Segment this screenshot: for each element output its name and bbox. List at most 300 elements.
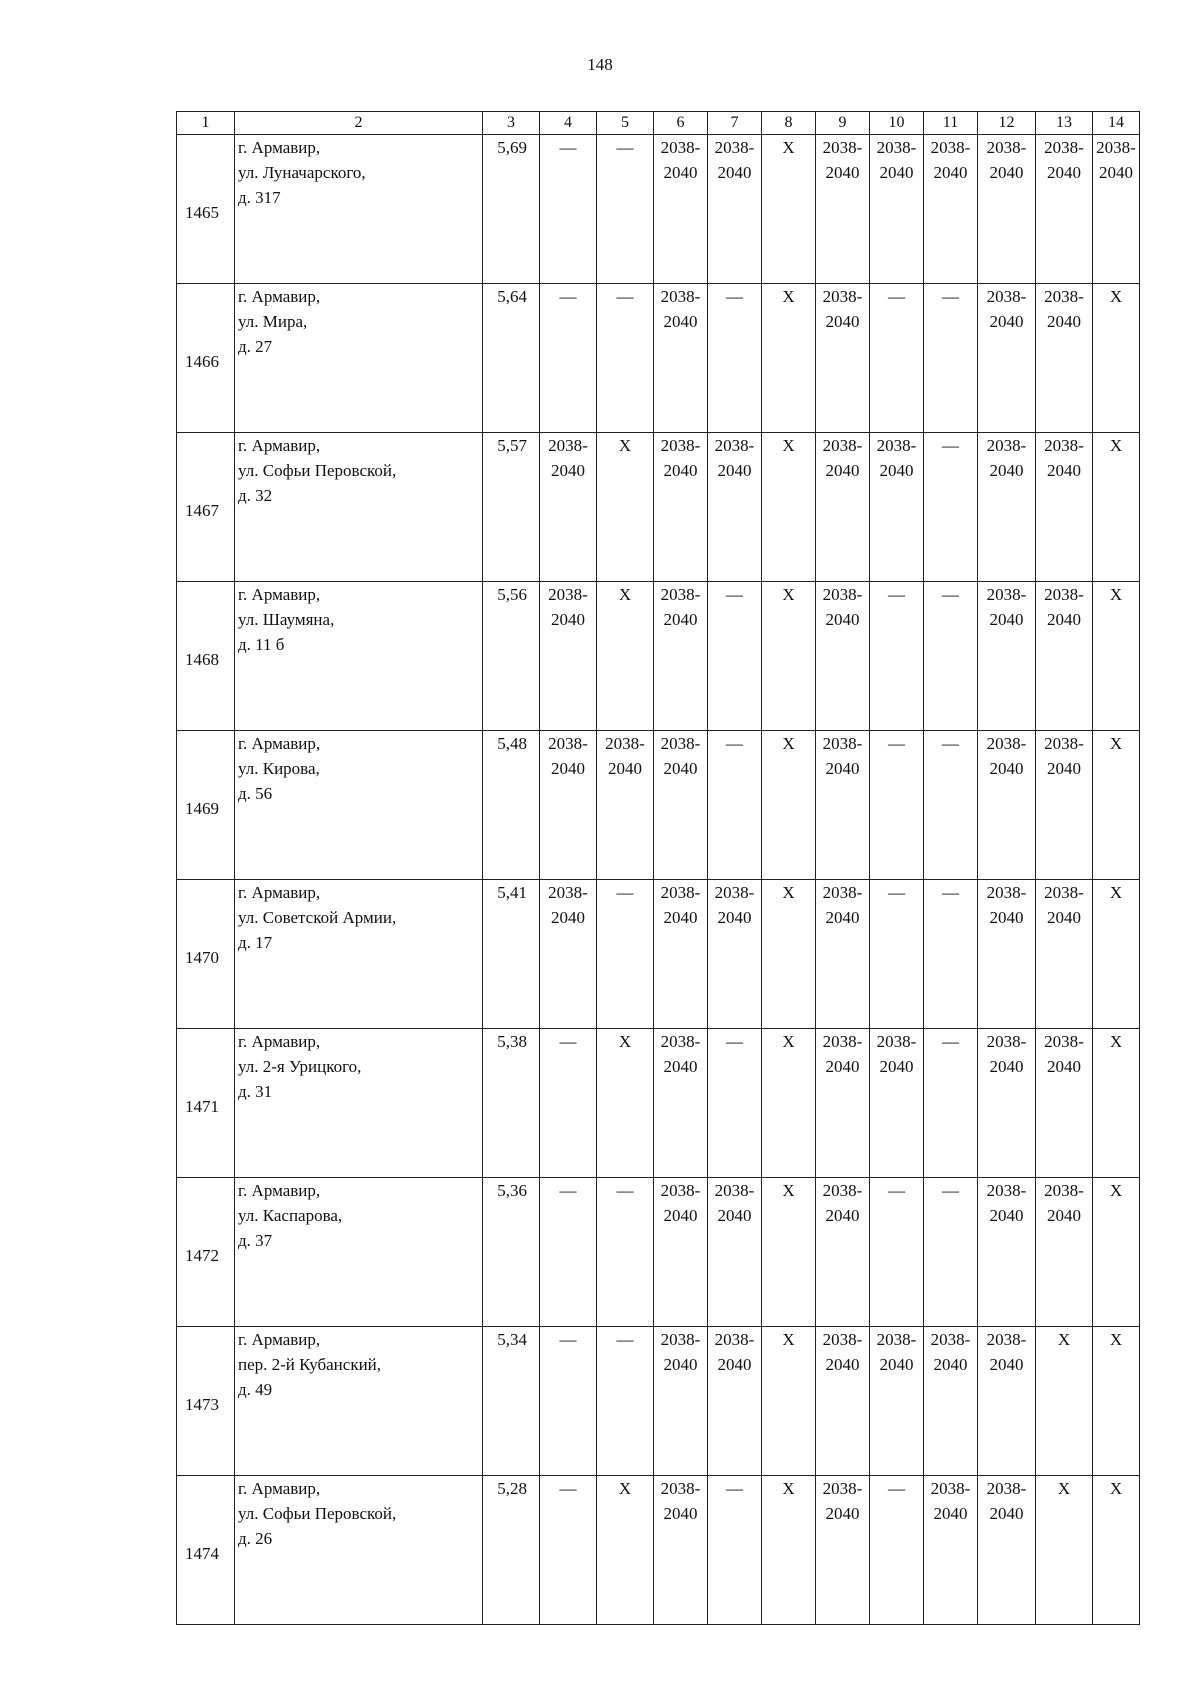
column-number-4: 4	[540, 112, 597, 135]
address-line: ул. Софьи Перовской,	[238, 1504, 397, 1523]
period-text: 2040	[1047, 1057, 1081, 1076]
period-text: 2038-	[986, 734, 1027, 753]
period-text: 2040	[663, 1355, 698, 1374]
period-text: 2040	[717, 908, 752, 927]
value-cell: 5,69	[483, 135, 540, 284]
period-text: 2038-	[660, 883, 701, 902]
period-text: 2038-	[1044, 1181, 1084, 1200]
period-cell-col-12	[978, 284, 1036, 433]
period-cell-col-8	[762, 1029, 816, 1178]
period-cell-col-11	[924, 1029, 978, 1178]
dash-mark: —	[888, 734, 905, 753]
period-text: 2040	[879, 163, 914, 182]
table-row	[177, 284, 1140, 433]
address-line: д. 37	[238, 1231, 273, 1250]
period-cell-col-13	[1036, 1476, 1093, 1625]
column-number-1: 1	[177, 112, 235, 135]
dash-mark: —	[616, 883, 634, 902]
period-text: 2040	[717, 1355, 752, 1374]
period-cell-col-14	[1093, 582, 1140, 731]
period-text: 2038-	[1044, 436, 1084, 455]
period-cell-col-13	[1036, 284, 1093, 433]
period-cell-col-6	[654, 731, 708, 880]
housing-register-table	[176, 111, 1140, 1625]
address-line: д. 26	[238, 1529, 273, 1548]
period-cell-col-10	[870, 284, 924, 433]
column-number-3: 3	[483, 112, 540, 135]
period-text: 2038-	[822, 734, 863, 753]
address-line: г. Армавир,	[238, 734, 321, 753]
dash-mark: —	[942, 585, 959, 604]
period-text: 2038-	[1044, 585, 1084, 604]
period-cell-col-14	[1093, 1476, 1140, 1625]
x-mark: Х	[782, 734, 795, 753]
value-cell: 5,57	[483, 433, 540, 582]
period-cell-col-7	[708, 284, 762, 433]
x-mark: Х	[618, 1032, 632, 1051]
period-cell-col-7	[708, 582, 762, 731]
period-cell-col-8	[762, 1178, 816, 1327]
period-text: 2040	[663, 610, 698, 629]
x-mark: Х	[782, 585, 795, 604]
value-cell: 5,56	[483, 582, 540, 731]
period-cell-col-7	[708, 1476, 762, 1625]
column-number-5: 5	[597, 112, 654, 135]
address-cell	[235, 1476, 483, 1625]
x-mark: Х	[1109, 1330, 1123, 1349]
row-number: 1474	[177, 1476, 235, 1625]
dash-mark: —	[942, 734, 959, 753]
row-number: 1467	[177, 433, 235, 582]
period-cell-col-11	[924, 433, 978, 582]
address-line: ул. Советской Армии,	[238, 908, 397, 927]
period-cell-col-6	[654, 880, 708, 1029]
address-line: г. Армавир,	[238, 138, 321, 157]
x-mark: Х	[1109, 585, 1123, 604]
period-cell-col-14	[1093, 284, 1140, 433]
column-number-8: 8	[762, 112, 816, 135]
period-text: 2040	[989, 163, 1024, 182]
address-line: д. 49	[238, 1380, 273, 1399]
period-text: 2040	[933, 1504, 968, 1523]
period-text: 2040	[825, 610, 860, 629]
period-cell-col-11	[924, 731, 978, 880]
period-cell-col-7	[708, 1178, 762, 1327]
period-text: 2040	[825, 1206, 860, 1225]
dash-mark: —	[616, 1181, 634, 1200]
table-row	[177, 135, 1140, 284]
period-cell-col-8	[762, 731, 816, 880]
period-cell-col-5	[597, 731, 654, 880]
table-row	[177, 1178, 1140, 1327]
x-mark: Х	[618, 1479, 632, 1498]
column-number-row	[177, 112, 1140, 135]
page-number: 148	[587, 55, 613, 74]
period-cell-col-5	[597, 284, 654, 433]
dash-mark: —	[726, 1032, 743, 1051]
period-cell-col-10	[870, 1327, 924, 1476]
period-text: 2038-	[822, 436, 863, 455]
dash-mark: —	[559, 1330, 577, 1349]
period-text: 2040	[933, 1355, 968, 1374]
period-cell-col-11	[924, 880, 978, 1029]
period-text: 2040	[551, 461, 585, 480]
period-cell-col-10	[870, 1178, 924, 1327]
period-text: 2038-	[548, 883, 588, 902]
period-text: 2038-	[1096, 138, 1136, 157]
period-text: 2038-	[822, 1181, 863, 1200]
period-cell-col-13	[1036, 731, 1093, 880]
period-text: 2038-	[930, 1479, 971, 1498]
period-cell-col-8	[762, 284, 816, 433]
address-line: г. Армавир,	[238, 1032, 321, 1051]
period-text: 2038-	[986, 138, 1027, 157]
period-cell-col-4	[540, 135, 597, 284]
period-cell-col-10	[870, 135, 924, 284]
period-cell-col-9	[816, 582, 870, 731]
period-cell-col-4	[540, 1476, 597, 1625]
period-cell-col-14	[1093, 433, 1140, 582]
period-cell-col-11	[924, 284, 978, 433]
x-mark: Х	[1109, 883, 1123, 902]
x-mark: Х	[1109, 1181, 1123, 1200]
address-line: г. Армавир,	[238, 585, 321, 604]
column-number-14: 14	[1093, 112, 1140, 135]
x-mark: Х	[782, 436, 795, 455]
period-cell-col-8	[762, 433, 816, 582]
period-text: 2040	[989, 1355, 1024, 1374]
period-text: 2038-	[660, 734, 701, 753]
address-cell	[235, 1178, 483, 1327]
x-mark: Х	[1057, 1479, 1071, 1498]
period-text: 2040	[879, 1355, 914, 1374]
x-mark: Х	[782, 1181, 795, 1200]
x-mark: Х	[782, 1032, 795, 1051]
period-text: 2038-	[660, 1181, 701, 1200]
period-cell-col-6	[654, 135, 708, 284]
column-number-13: 13	[1036, 112, 1093, 135]
period-cell-col-9	[816, 433, 870, 582]
period-cell-col-6	[654, 1327, 708, 1476]
period-cell-col-14	[1093, 1029, 1140, 1178]
period-cell-col-9	[816, 1178, 870, 1327]
period-cell-col-8	[762, 880, 816, 1029]
period-cell-col-11	[924, 582, 978, 731]
period-text: 2040	[663, 312, 698, 331]
period-text: 2040	[989, 908, 1024, 927]
address-line: г. Армавир,	[238, 883, 321, 902]
period-cell-col-6	[654, 284, 708, 433]
dash-mark: —	[559, 1479, 577, 1498]
dash-mark: —	[616, 1330, 634, 1349]
dash-mark: —	[942, 1181, 959, 1200]
period-cell-col-10	[870, 1476, 924, 1625]
period-cell-col-13	[1036, 135, 1093, 284]
dash-mark: —	[559, 1181, 577, 1200]
period-cell-col-5	[597, 1029, 654, 1178]
table-row	[177, 880, 1140, 1029]
address-line: д. 11 б	[238, 635, 285, 654]
period-text: 2040	[1047, 461, 1081, 480]
period-cell-col-5	[597, 1476, 654, 1625]
x-mark: Х	[1109, 1032, 1123, 1051]
period-cell-col-14	[1093, 1178, 1140, 1327]
x-mark: Х	[782, 138, 795, 157]
period-cell-col-9	[816, 1327, 870, 1476]
period-text: 2038-	[876, 1330, 917, 1349]
period-text: 2038-	[660, 1032, 701, 1051]
period-text: 2038-	[930, 1330, 971, 1349]
address-line: д. 17	[238, 933, 273, 952]
address-line: д. 56	[238, 784, 273, 803]
period-cell-col-12	[978, 731, 1036, 880]
period-text: 2038-	[822, 1330, 863, 1349]
period-cell-col-7	[708, 880, 762, 1029]
period-cell-col-4	[540, 1029, 597, 1178]
period-text: 2040	[825, 163, 860, 182]
row-number: 1465	[177, 135, 235, 284]
address-line: г. Армавир,	[238, 1181, 321, 1200]
x-mark: Х	[782, 287, 795, 306]
period-text: 2038-	[822, 1479, 863, 1498]
dash-mark: —	[942, 436, 959, 455]
period-cell-col-5	[597, 135, 654, 284]
period-cell-col-11	[924, 1476, 978, 1625]
address-line: д. 32	[238, 486, 273, 505]
address-line: ул. Шаумяна,	[238, 610, 335, 629]
period-cell-col-10	[870, 582, 924, 731]
dash-mark: —	[888, 1479, 905, 1498]
column-number-11: 11	[924, 112, 978, 135]
period-text: 2040	[551, 759, 585, 778]
period-cell-col-12	[978, 1327, 1036, 1476]
period-text: 2040	[717, 461, 752, 480]
period-cell-col-7	[708, 1029, 762, 1178]
period-text: 2038-	[714, 883, 755, 902]
period-text: 2040	[1047, 312, 1081, 331]
period-cell-col-8	[762, 582, 816, 731]
period-text: 2038-	[660, 1479, 701, 1498]
period-text: 2040	[1047, 610, 1081, 629]
period-cell-col-10	[870, 1029, 924, 1178]
period-text: 2040	[663, 908, 698, 927]
dash-mark: —	[616, 138, 634, 157]
x-mark: Х	[1109, 436, 1123, 455]
x-mark: Х	[782, 883, 795, 902]
period-cell-col-4	[540, 1327, 597, 1476]
period-cell-col-4	[540, 284, 597, 433]
table-row	[177, 433, 1140, 582]
period-cell-col-5	[597, 880, 654, 1029]
period-cell-col-12	[978, 1476, 1036, 1625]
period-cell-col-9	[816, 880, 870, 1029]
address-cell	[235, 1029, 483, 1178]
period-cell-col-7	[708, 1327, 762, 1476]
row-number: 1473	[177, 1327, 235, 1476]
period-cell-col-4	[540, 880, 597, 1029]
period-text: 2040	[1099, 163, 1133, 182]
row-number: 1471	[177, 1029, 235, 1178]
period-text: 2038-	[822, 883, 863, 902]
period-text: 2040	[1047, 1206, 1081, 1225]
x-mark: Х	[1057, 1330, 1071, 1349]
table-row	[177, 582, 1140, 731]
period-cell-col-14	[1093, 135, 1140, 284]
address-line: ул. 2-я Урицкого,	[238, 1057, 362, 1076]
dash-mark: —	[559, 287, 577, 306]
table-row	[177, 1476, 1140, 1625]
period-text: 2038-	[660, 1330, 701, 1349]
period-cell-col-6	[654, 1476, 708, 1625]
x-mark: Х	[618, 436, 632, 455]
period-cell-col-13	[1036, 582, 1093, 731]
period-cell-col-9	[816, 1029, 870, 1178]
period-cell-col-6	[654, 433, 708, 582]
column-number-7: 7	[708, 112, 762, 135]
address-cell	[235, 582, 483, 731]
dash-mark: —	[726, 585, 743, 604]
period-cell-col-6	[654, 582, 708, 731]
period-text: 2038-	[1044, 883, 1084, 902]
address-line: ул. Кирова,	[238, 759, 320, 778]
period-text: 2040	[825, 461, 860, 480]
table-row	[177, 1029, 1140, 1178]
period-cell-col-12	[978, 433, 1036, 582]
period-text: 2040	[663, 1504, 698, 1523]
address-cell	[235, 731, 483, 880]
period-text: 2040	[551, 610, 585, 629]
x-mark: Х	[1109, 1479, 1123, 1498]
period-text: 2040	[989, 759, 1024, 778]
period-text: 2040	[717, 163, 752, 182]
column-number-9: 9	[816, 112, 870, 135]
period-text: 2038-	[986, 1181, 1027, 1200]
period-cell-col-9	[816, 135, 870, 284]
value-cell: 5,36	[483, 1178, 540, 1327]
period-cell-col-11	[924, 1178, 978, 1327]
period-cell-col-11	[924, 1327, 978, 1476]
period-text: 2040	[551, 908, 585, 927]
period-text: 2040	[989, 1057, 1024, 1076]
period-text: 2038-	[822, 1032, 863, 1051]
period-cell-col-9	[816, 731, 870, 880]
column-number-12: 12	[978, 112, 1036, 135]
period-text: 2038-	[548, 585, 588, 604]
period-cell-col-6	[654, 1029, 708, 1178]
dash-mark: —	[942, 1032, 959, 1051]
period-text: 2038-	[714, 138, 755, 157]
value-cell: 5,64	[483, 284, 540, 433]
period-cell-col-8	[762, 135, 816, 284]
period-text: 2040	[825, 1355, 860, 1374]
period-text: 2040	[825, 1504, 860, 1523]
table-row	[177, 1327, 1140, 1476]
period-text: 2038-	[660, 287, 701, 306]
address-line: г. Армавир,	[238, 436, 321, 455]
period-text: 2038-	[986, 1479, 1027, 1498]
period-cell-col-5	[597, 1327, 654, 1476]
dash-mark: —	[942, 883, 959, 902]
period-text: 2040	[663, 1057, 698, 1076]
period-cell-col-14	[1093, 880, 1140, 1029]
period-text: 2038-	[714, 436, 755, 455]
period-text: 2038-	[986, 287, 1027, 306]
period-text: 2038-	[714, 1181, 755, 1200]
address-line: д. 31	[238, 1082, 273, 1101]
period-text: 2038-	[930, 138, 971, 157]
period-cell-col-13	[1036, 1029, 1093, 1178]
address-cell	[235, 284, 483, 433]
period-text: 2038-	[876, 1032, 917, 1051]
dash-mark: —	[942, 287, 959, 306]
dash-mark: —	[888, 883, 905, 902]
address-line: г. Армавир,	[238, 1479, 321, 1498]
column-number-6: 6	[654, 112, 708, 135]
period-text: 2038-	[986, 883, 1027, 902]
period-cell-col-10	[870, 731, 924, 880]
address-cell	[235, 433, 483, 582]
period-text: 2040	[825, 1057, 860, 1076]
x-mark: Х	[1109, 734, 1123, 753]
period-cell-col-11	[924, 135, 978, 284]
column-number-2: 2	[235, 112, 483, 135]
dash-mark: —	[726, 287, 743, 306]
period-cell-col-12	[978, 135, 1036, 284]
period-text: 2038-	[986, 585, 1027, 604]
dash-mark: —	[888, 585, 905, 604]
dash-mark: —	[616, 287, 634, 306]
period-cell-col-13	[1036, 433, 1093, 582]
dash-mark: —	[559, 138, 577, 157]
period-text: 2040	[608, 759, 642, 778]
period-cell-col-12	[978, 1178, 1036, 1327]
period-text: 2040	[663, 759, 698, 778]
dash-mark: —	[888, 1181, 905, 1200]
period-text: 2038-	[986, 436, 1027, 455]
period-text: 2038-	[660, 436, 701, 455]
period-text: 2038-	[605, 734, 645, 753]
period-cell-col-6	[654, 1178, 708, 1327]
period-text: 2038-	[1044, 1032, 1084, 1051]
address-cell	[235, 1327, 483, 1476]
period-cell-col-14	[1093, 731, 1140, 880]
period-cell-col-7	[708, 731, 762, 880]
period-text: 2038-	[548, 734, 588, 753]
period-text: 2040	[989, 610, 1024, 629]
period-text: 2040	[879, 1057, 914, 1076]
address-line: д. 317	[238, 188, 281, 207]
period-text: 2040	[825, 759, 860, 778]
table-row	[177, 731, 1140, 880]
dash-mark: —	[726, 734, 743, 753]
row-number: 1469	[177, 731, 235, 880]
period-text: 2040	[717, 1206, 752, 1225]
address-cell	[235, 880, 483, 1029]
x-mark: Х	[782, 1330, 795, 1349]
address-line: ул. Софьи Перовской,	[238, 461, 397, 480]
period-cell-col-4	[540, 433, 597, 582]
period-cell-col-9	[816, 1476, 870, 1625]
x-mark: Х	[618, 585, 632, 604]
period-cell-col-7	[708, 433, 762, 582]
period-cell-col-8	[762, 1327, 816, 1476]
x-mark: Х	[782, 1479, 795, 1498]
period-cell-col-4	[540, 582, 597, 731]
period-cell-col-4	[540, 1178, 597, 1327]
period-cell-col-7	[708, 135, 762, 284]
value-cell: 5,41	[483, 880, 540, 1029]
period-text: 2040	[663, 1206, 698, 1225]
